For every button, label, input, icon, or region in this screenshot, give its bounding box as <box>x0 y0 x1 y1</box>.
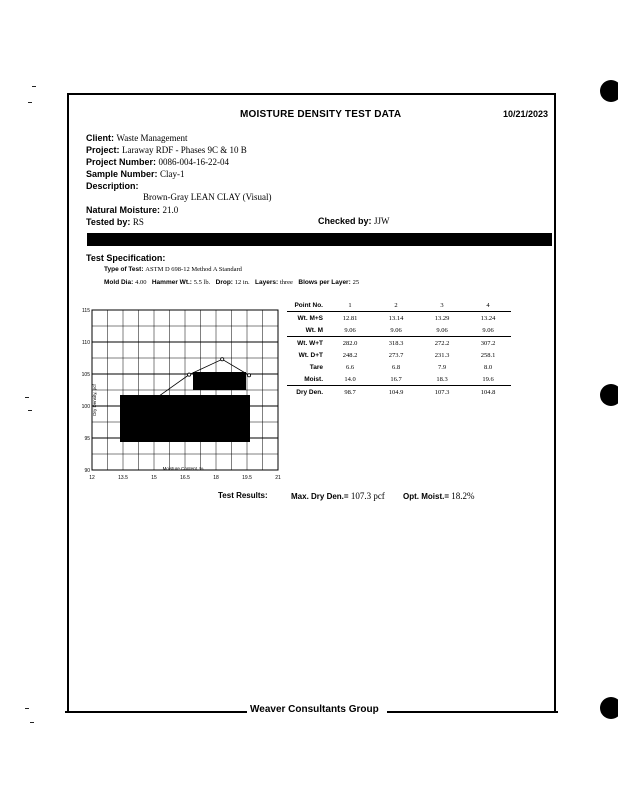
table-row <box>287 324 511 337</box>
table-cell: 12.81 <box>342 314 358 322</box>
chart-x-tick-label: 18 <box>213 475 219 481</box>
footer-rule-right <box>387 711 558 713</box>
scan-speck <box>25 397 29 398</box>
blows-value: 25 <box>352 279 360 286</box>
chart-grid <box>92 310 278 470</box>
client-line <box>86 132 188 144</box>
tested-by-line <box>86 216 144 228</box>
natural-moisture-label: Natural Moisture: <box>86 205 161 215</box>
table-row <box>287 312 511 325</box>
chart-x-tick-label: 13.5 <box>118 475 128 481</box>
project-label: Project: <box>86 145 120 155</box>
table-cell: 16.7 <box>373 373 419 386</box>
mold-value: 4.00 <box>135 279 147 286</box>
scan-speck <box>28 102 32 103</box>
compaction-chart <box>80 300 290 485</box>
table-cell: 107.3 <box>434 388 450 396</box>
project-number-line <box>86 156 229 168</box>
layers-value: three <box>279 279 293 286</box>
checked-by-label: Checked by: <box>318 216 372 226</box>
project-number-label: Project Number: <box>86 157 157 167</box>
client-label: Client: <box>86 133 114 143</box>
tested-by-label: Tested by: <box>86 217 131 227</box>
scan-speck <box>28 410 32 411</box>
chart-ticks <box>82 308 281 481</box>
table-cell: 231.3 <box>434 351 450 359</box>
chart-y-tick-label: 90 <box>84 468 90 474</box>
table-row-label: Wt. W+T <box>297 339 323 347</box>
table-cell: 13.24 <box>480 314 496 322</box>
mold-label: Mold Dia: <box>104 279 134 286</box>
punch-hole-bottom <box>600 697 618 719</box>
redaction-bar <box>87 233 552 246</box>
footer-company: Weaver Consultants Group <box>250 704 379 715</box>
punch-hole-top <box>600 80 618 102</box>
test-type-label: Type of Test: <box>104 266 144 273</box>
table-row-label: Moist. <box>287 373 327 386</box>
mold-line <box>104 279 359 286</box>
chart-redaction-block <box>120 395 250 442</box>
optimum-moisture <box>403 491 474 501</box>
project-number-value: 0086-004-16-22-04 <box>158 157 230 167</box>
chart-y-tick-label: 105 <box>81 372 90 378</box>
table-row <box>287 373 511 386</box>
scan-speck <box>32 86 36 87</box>
sample-number-line <box>86 168 185 180</box>
chart-data-point <box>221 358 224 361</box>
client-value: Waste Management <box>116 133 188 143</box>
chart-data-point <box>247 374 250 377</box>
chart-y-tick-label: 100 <box>81 404 90 410</box>
scan-speck <box>30 722 34 723</box>
table-cell: 14.0 <box>327 373 373 386</box>
project-value: Laraway RDF - Phases 9C & 10 B <box>122 145 247 155</box>
report-date: 10/21/2023 <box>503 109 549 119</box>
hammer-value: 5.5 lb. <box>193 279 211 286</box>
table-cell: 13.14 <box>388 314 404 322</box>
table-row <box>287 349 511 361</box>
table-row <box>287 361 511 373</box>
checked-by-value: JJW <box>374 216 390 226</box>
chart-y-tick-label: 95 <box>84 436 90 442</box>
table-cell: 7.9 <box>437 363 447 371</box>
table-cell: 9.06 <box>419 324 465 337</box>
table-cell: 9.06 <box>465 324 511 337</box>
table-cell: 8.0 <box>483 363 493 371</box>
table-cell: 2 <box>373 299 419 312</box>
table-row-label: Tare <box>309 363 323 371</box>
table-row-label: Wt. D+T <box>298 351 323 359</box>
hammer-label: Hammer Wt.: <box>151 279 192 286</box>
project-line <box>86 144 247 156</box>
table-cell: 19.6 <box>465 373 511 386</box>
scan-speck <box>25 708 29 709</box>
chart-x-tick-label: 16.5 <box>180 475 190 481</box>
table-cell: 6.6 <box>345 363 355 371</box>
table-cell: 104.8 <box>480 388 496 396</box>
natural-moisture-value: 21.0 <box>162 205 179 215</box>
drop-label: Drop: <box>215 279 233 286</box>
drop-value: 12 in. <box>234 279 250 286</box>
table-row <box>287 386 511 399</box>
chart-x-tick-label: 15 <box>151 475 157 481</box>
blows-label: Blows per Layer: <box>298 279 351 286</box>
footer-rule-left <box>65 711 247 713</box>
table-cell: 98.7 <box>344 388 356 396</box>
table-cell: 1 <box>327 299 373 312</box>
tested-by-value: RS <box>132 217 144 227</box>
chart-y-axis-label: Dry Density, pcf <box>92 384 97 416</box>
chart-data-point <box>188 373 191 376</box>
test-specification-heading: Test Specification: <box>86 253 166 263</box>
table-row <box>287 337 511 350</box>
table-cell: 273.7 <box>388 351 404 359</box>
table-cell: 282.0 <box>342 339 358 347</box>
checked-by-line <box>318 216 390 226</box>
table-cell: 3 <box>419 299 465 312</box>
table-cell: 18.3 <box>419 373 465 386</box>
table-cell: 9.06 <box>327 324 373 337</box>
layers-label: Layers: <box>255 279 279 286</box>
table-cell: 9.06 <box>373 324 419 337</box>
table-cell: 248.2 <box>342 351 358 359</box>
test-results-label: Test Results: <box>218 491 268 500</box>
optimum-moisture-label: Opt. Moist.= <box>403 492 449 501</box>
table-cell: 272.2 <box>434 339 450 347</box>
test-type-line <box>104 266 242 273</box>
table-row <box>287 299 511 312</box>
chart-y-tick-label: 115 <box>82 308 90 314</box>
points-table <box>287 299 511 398</box>
sample-number-label: Sample Number: <box>86 169 158 179</box>
test-results-label-wrap <box>218 491 268 500</box>
chart-x-axis-label: Moisture Content, % <box>162 466 204 471</box>
table-cell: 6.8 <box>391 363 401 371</box>
sample-number-value: Clay-1 <box>160 169 185 179</box>
description-value: Brown-Gray LEAN CLAY (Visual) <box>143 192 272 202</box>
chart-y-tick-label: 110 <box>82 340 90 346</box>
description-line <box>86 180 139 192</box>
description-label: Description: <box>86 181 139 191</box>
table-row-label: Point No. <box>287 299 327 312</box>
max-dry-density-label: Max. Dry Den.= <box>291 492 349 501</box>
punch-hole-middle <box>600 384 618 406</box>
table-cell: 258.1 <box>480 351 496 359</box>
table-cell: 4 <box>465 299 511 312</box>
max-dry-density <box>291 491 385 501</box>
chart-x-tick-label: 21 <box>275 475 281 481</box>
optimum-moisture-value: 18.2% <box>451 491 475 501</box>
report-title: MOISTURE DENSITY TEST DATA <box>240 109 402 120</box>
table-row-label: Wt. M <box>287 324 327 337</box>
test-type-value: ASTM D 698-12 Method A Standard <box>145 266 242 273</box>
table-row-label: Dry Den. <box>296 388 323 396</box>
table-cell: 13.29 <box>434 314 450 322</box>
chart-x-tick-label: 12 <box>89 475 95 481</box>
max-dry-density-value: 107.3 pcf <box>350 491 385 501</box>
chart-x-tick-label: 19.5 <box>242 475 252 481</box>
table-cell: 318.3 <box>388 339 404 347</box>
table-cell: 307.2 <box>480 339 496 347</box>
natural-moisture-line <box>86 204 178 216</box>
table-row-label: Wt. M+S <box>297 314 323 322</box>
table-cell: 104.9 <box>388 388 404 396</box>
chart-redaction-block-small <box>193 372 246 390</box>
